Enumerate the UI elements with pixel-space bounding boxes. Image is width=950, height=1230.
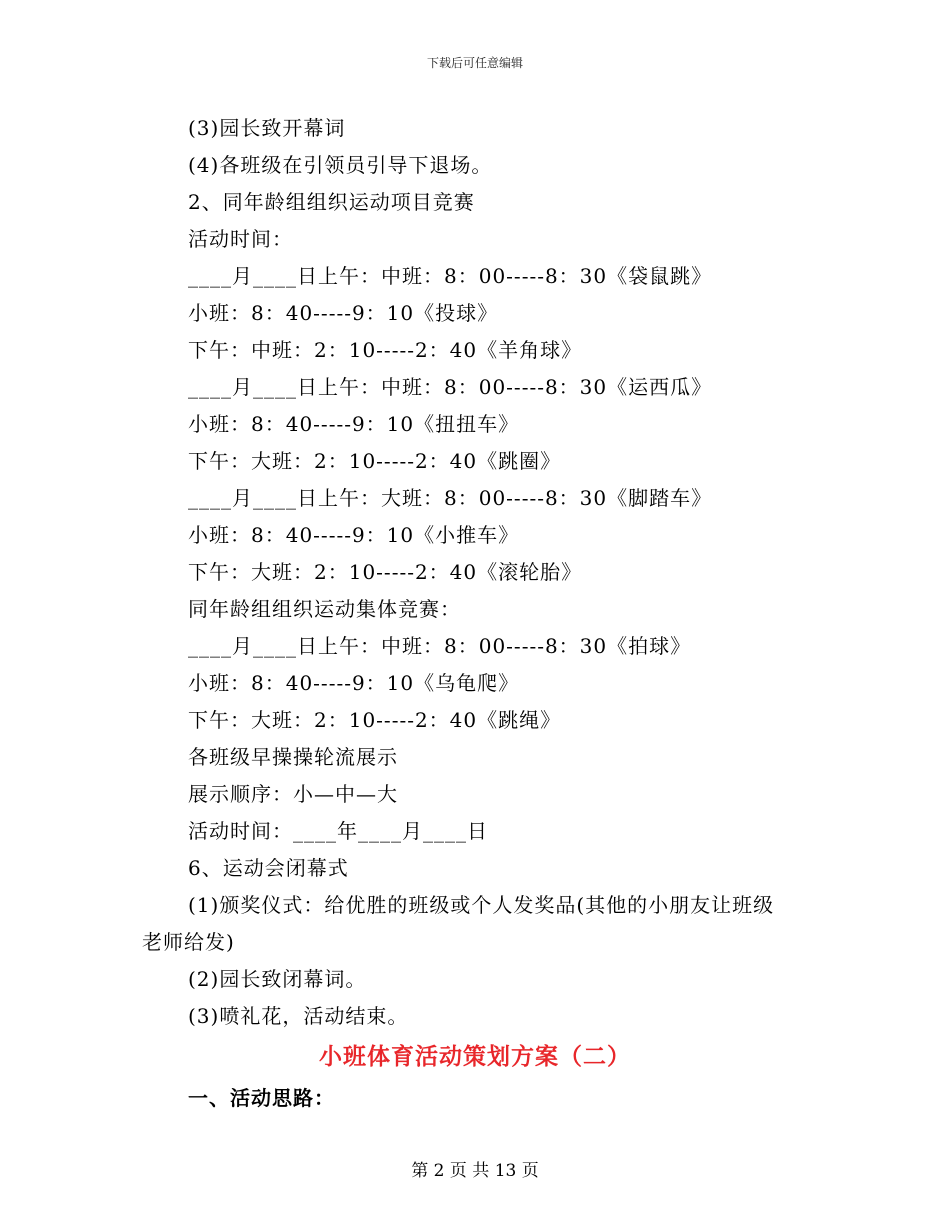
text-line: 展示顺序：小—中—大 [188, 782, 398, 806]
text-line: 2、同年龄组组织运动项目竞赛 [188, 190, 475, 214]
text-line: 小班：8：40-----9：10《小推车》 [188, 523, 520, 547]
text-line: 下午：中班：2：10-----2：40《羊角球》 [188, 338, 583, 362]
section-heading: 一、活动思路： [188, 1086, 335, 1110]
text-line: (4)各班级在引领员引导下退场。 [188, 153, 493, 177]
text-line: 活动时间：____年____月____日 [188, 819, 488, 843]
page-header: 下载后可任意编辑 [426, 56, 523, 70]
text-line: 小班：8：40-----9：10《乌龟爬》 [188, 671, 520, 695]
text-line: 小班：8：40-----9：10《投球》 [188, 301, 499, 325]
text-line: (2)园长致闭幕词。 [188, 967, 367, 991]
text-line: 活动时间： [188, 227, 293, 251]
text-line: 下午：大班：2：10-----2：40《跳绳》 [188, 708, 562, 732]
text-line: 下午：大班：2：10-----2：40《滚轮胎》 [188, 560, 583, 584]
text-line: 各班级早操操轮流展示 [188, 745, 398, 769]
text-line: (1)颁奖仪式：给优胜的班级或个人发奖品(其他的小朋友让班级 [188, 893, 775, 917]
text-line: 小班：8：40-----9：10《扭扭车》 [188, 412, 520, 436]
text-line: ____月____日上午：中班：8：00-----8：30《袋鼠跳》 [188, 264, 713, 288]
text-line: (3)园长致开幕词 [188, 116, 346, 140]
text-line: ____月____日上午：中班：8：00-----8：30《运西瓜》 [188, 375, 713, 399]
text-line: (3)喷礼花，活动结束。 [188, 1004, 409, 1028]
text-line: 下午：大班：2：10-----2：40《跳圈》 [188, 449, 562, 473]
text-line: ____月____日上午：中班：8：00-----8：30《拍球》 [188, 634, 692, 658]
text-line-continuation: 老师给发) [142, 930, 235, 954]
text-line: 6、运动会闭幕式 [188, 856, 349, 880]
section-title: 小班体育活动策划方案（二） [319, 1043, 631, 1070]
text-line: ____月____日上午：大班：8：00-----8：30《脚踏车》 [188, 486, 713, 510]
document-body [142, 110, 808, 1035]
text-line: 同年龄组组织运动集体竞赛： [188, 597, 461, 621]
page-footer: 第 2 页 共 13 页 [411, 1161, 539, 1181]
